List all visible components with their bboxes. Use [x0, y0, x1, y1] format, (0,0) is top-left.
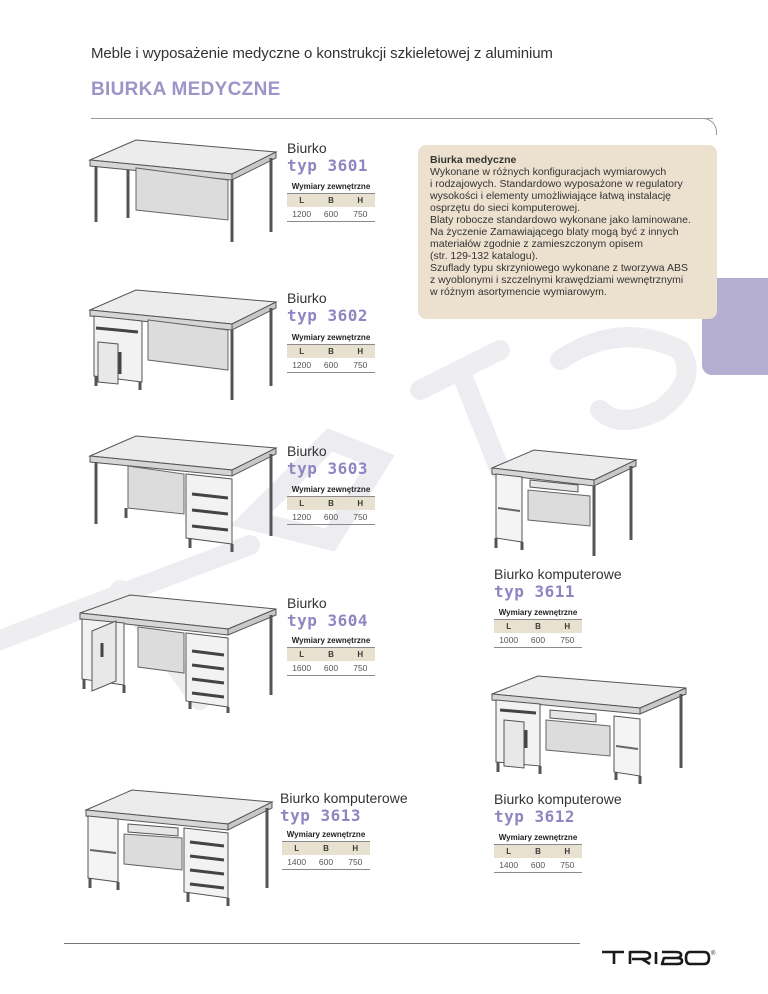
- dims-header-h: H: [352, 844, 359, 853]
- dims-header-b: B: [328, 196, 334, 205]
- dims-l: 1000: [499, 635, 519, 645]
- product-type: typ 3604: [287, 611, 369, 630]
- desk-3601-image: [88, 140, 278, 252]
- product-type: typ 3611: [494, 582, 576, 601]
- info-line: w różnym asortymencie wymiarowym.: [430, 286, 607, 298]
- info-line: z wyoblonymi i szczelnymi krawędziami wewnętrznymi: [430, 274, 684, 286]
- product-type: typ 3603: [287, 459, 369, 478]
- tribo-logo: [600, 947, 718, 967]
- dims-table: [287, 180, 375, 222]
- dims-l: 1200: [292, 512, 312, 522]
- dims-table: [494, 606, 582, 648]
- product-label: Biurko: [287, 443, 327, 459]
- dims-header-h: H: [357, 347, 364, 356]
- dims-l: 1200: [292, 360, 312, 370]
- dims-table: [287, 483, 375, 525]
- dims-header-b: B: [328, 499, 334, 508]
- info-heading: Biurka medyczne: [430, 154, 517, 166]
- dims-h: 750: [353, 663, 368, 673]
- page-header-title: Meble i wyposażenie medyczne o konstrukcji szkieletowej z aluminium: [91, 45, 553, 62]
- dims-header-l: L: [294, 844, 300, 853]
- dims-b: 600: [323, 512, 339, 522]
- dims-table: [494, 831, 582, 873]
- dims-h: 750: [560, 635, 575, 645]
- dims-caption: Wymiary zewnętrzne: [287, 180, 375, 194]
- dims-header-b: B: [328, 347, 334, 356]
- product-label: Biurko: [287, 140, 327, 156]
- desk-3604-image: [78, 595, 278, 715]
- info-line: wysokości i elementy umożliwiające łatwą instalację: [430, 190, 672, 202]
- info-box: [418, 145, 717, 319]
- product-label: Biurko: [287, 595, 327, 611]
- dims-table: [282, 828, 370, 870]
- footer-divider: [64, 943, 580, 944]
- dims-table: [287, 331, 375, 373]
- dims-header-h: H: [564, 622, 571, 631]
- dims-l: 1600: [292, 663, 312, 673]
- product-label: Biurko komputerowe: [280, 790, 408, 806]
- section-title: BIURKA MEDYCZNE: [91, 79, 281, 100]
- dims-header-l: L: [506, 622, 512, 631]
- dims-b: 600: [323, 209, 339, 219]
- dims-header-l: L: [299, 347, 305, 356]
- dims-b: 600: [530, 860, 546, 870]
- desk-3611-image: [490, 450, 640, 562]
- dims-h: 750: [353, 360, 368, 370]
- dims-b: 600: [530, 635, 546, 645]
- info-line: i rodzajowych. Standardowo wyposażone w regulatory: [430, 178, 683, 190]
- info-line: (str. 129-132 katalogu).: [430, 250, 538, 262]
- product-type: typ 3601: [287, 156, 369, 175]
- dims-header-l: L: [299, 196, 305, 205]
- dims-header-b: B: [535, 847, 541, 856]
- product-type: typ 3602: [287, 306, 369, 325]
- info-line: Na życzenie Zamawiającego blaty mogą być z innych: [430, 226, 679, 238]
- dims-header-h: H: [357, 499, 364, 508]
- dims-header-b: B: [535, 622, 541, 631]
- header-divider: [91, 118, 713, 119]
- desk-3613-image: [84, 790, 274, 910]
- desk-3612-image: [490, 676, 690, 788]
- dims-caption: Wymiary zewnętrzne: [287, 483, 375, 497]
- info-line: Szuflady typu skrzyniowego wykonane z tworzywa ABS: [430, 262, 688, 274]
- dims-caption: Wymiary zewnętrzne: [494, 831, 582, 845]
- dims-header-b: B: [328, 650, 334, 659]
- info-line: materiałów zgodnie z zamieszczonym opisem: [430, 238, 643, 250]
- dims-b: 600: [323, 663, 339, 673]
- dims-h: 750: [353, 209, 368, 219]
- header-divider-corner: [700, 118, 717, 135]
- dims-caption: Wymiary zewnętrzne: [494, 606, 582, 620]
- info-line: Wykonane w różnych konfiguracjach wymiarowych: [430, 166, 667, 178]
- dims-header-h: H: [564, 847, 571, 856]
- dims-l: 1400: [499, 860, 519, 870]
- dims-b: 600: [323, 360, 339, 370]
- dims-h: 750: [348, 857, 363, 867]
- desk-3602-image: [88, 290, 278, 408]
- info-line: osprzętu do sieci komputerowej.: [430, 202, 580, 214]
- registered-mark: ®: [711, 951, 716, 957]
- dims-l: 1200: [292, 209, 312, 219]
- dims-header-l: L: [299, 650, 305, 659]
- dims-header-h: H: [357, 196, 364, 205]
- dims-header-l: L: [506, 847, 512, 856]
- dims-caption: Wymiary zewnętrzne: [287, 634, 375, 648]
- dims-caption: Wymiary zewnętrzne: [287, 331, 375, 345]
- dims-table: [287, 634, 375, 676]
- dims-header-b: B: [323, 844, 329, 853]
- dims-b: 600: [318, 857, 334, 867]
- product-type: typ 3613: [280, 806, 362, 825]
- info-line: Blaty robocze standardowo wykonane jako laminowane.: [430, 214, 691, 226]
- dims-header-l: L: [299, 499, 305, 508]
- dims-l: 1400: [287, 857, 307, 867]
- product-type: typ 3612: [494, 807, 576, 826]
- dims-h: 750: [560, 860, 575, 870]
- dims-header-h: H: [357, 650, 364, 659]
- product-label: Biurko komputerowe: [494, 566, 622, 582]
- dims-caption: Wymiary zewnętrzne: [282, 828, 370, 842]
- desk-3603-image: [88, 436, 278, 556]
- product-label: Biurko komputerowe: [494, 791, 622, 807]
- dims-h: 750: [353, 512, 368, 522]
- product-label: Biurko: [287, 290, 327, 306]
